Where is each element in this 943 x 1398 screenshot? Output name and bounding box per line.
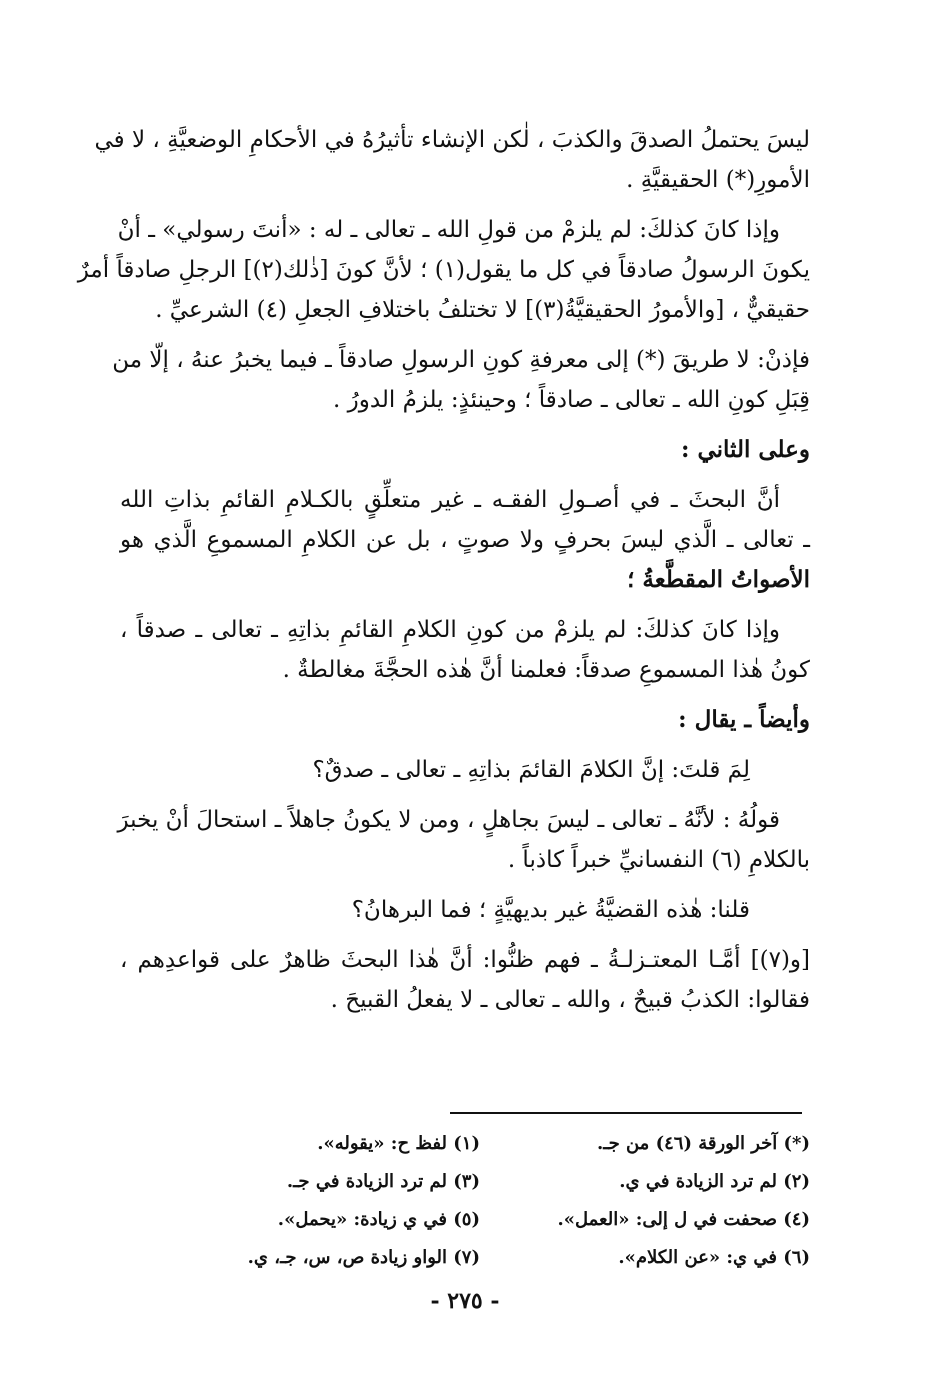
text-line: فقالوا: الكذبُ قبيحٌ ، والله ـ تعالى ـ لا يفعلُ القبيحَ . [330, 987, 810, 1013]
footnote-row [150, 1125, 810, 1163]
main-text [77, 120, 810, 1020]
footnotes [150, 1125, 810, 1277]
footnote-divider [450, 1112, 802, 1114]
text-line: أنَّ البحثَ ـ في أصـولِ الفقـه ـ غير متعلِّقٍ بالكـلامِ القائمِ بذاتِ الله [120, 487, 780, 513]
text-line: حقيقيٌّ ، [والأمورُ الحقيقيَّةُ(٣)] لا تختلفُ باختلافِ الجعلِ (٤) الشرعيِّ . [155, 297, 810, 323]
footnote: (٢) لم ترد الزيادة في ي. [619, 1171, 810, 1192]
footnote: (٤) صحفت في ل إلى: «العمل». [557, 1209, 810, 1230]
text-line: وإذا كانَ كذلكَ: لم يلزمْ من قولِ الله ـ تعالى ـ له : «أنتَ رسولي» ـ أنْ [117, 217, 780, 243]
text-line: فإذنْ: لا طريقَ (*) إلى معرفةِ كونِ الرسولِ صادقاً ـ فيما يخبرُ عنهُ ، إلّا من [112, 347, 810, 373]
text-line: لیسَ یحتملُ الصدقَ والكذبَ ، لٰكن الإنشاء تأثيرُهُ في الأحكامِ الوضعيَّةِ ، لا في [94, 127, 810, 153]
text-line: ـ تعالى ـ الَّذي ليسَ بحرفٍ ولا صوتٍ ، بل عن الكلامِ المسموعِ الَّذي هو [120, 527, 810, 553]
page-number: - ٢٧٥ - [430, 1288, 500, 1314]
text-line: قولُهُ : لأنَّهُ ـ تعالى ـ ليسَ بجاهلٍ ، ومن لا يكونُ جاهلاً ـ استحالَ أنْ يخبرَ [117, 807, 780, 833]
footnote-row [150, 1163, 810, 1201]
text-line: قلنا: هٰذه القضيَّةُ غير بديهيَّةٍ ؛ فما البرهانُ؟ [351, 897, 750, 923]
footnote: (٧) الواو زيادة ص، س، جـ، ي. [247, 1247, 480, 1268]
text-line: يكونَ الرسولُ صادقاً في كل ما يقول(١) ؛ لأنَّ كونَ [ذٰلك(٢)] الرجلِ صادقاً أمرٌ [77, 257, 810, 283]
footnote-row [150, 1239, 810, 1277]
text-line: كونُ هٰذا المسموعِ صدقاً: فعلمنا أنَّ هٰذه الحجَّةَ مغالطةٌ . [282, 657, 810, 683]
text-line: الأمورِ(*) الحقيقيَّةِ . [626, 167, 810, 193]
footnote: (*) آخر الورقة (٤٦) من جـ. [597, 1133, 810, 1154]
footnote: (٦) في ي: «عن الكلام». [618, 1247, 810, 1268]
section-heading: وعلى الثاني : [680, 436, 810, 463]
text-line: بالكلامِ (٦) النفسانيِّ خبراً كاذباً . [507, 847, 810, 873]
text-line: الأصواتُ المقطَّعةُ ؛ [627, 566, 810, 593]
text-line: وإذا كانَ كذلكَ: لم يلزمْ من كونِ الكلامِ القائمِ بذاتِهِ ـ تعالى ـ صدقاً ، [120, 617, 780, 643]
footnote: (٣) لم ترد الزيادة في جـ. [286, 1171, 480, 1192]
text-line: [و(٧)] أمَّـا المعتـزلـةُ ـ فهم ظنُّوا: أنَّ هٰذا البحثَ ظاهرٌ على قواعدِهم ، [120, 947, 810, 973]
footnote: (١) لفظ ح: «يقوله». [317, 1133, 480, 1154]
text-line: لِمَ قلتَ: إنَّ الكلامَ القائمَ بذاتِهِ ـ تعالى ـ صدقٌ؟ [312, 757, 750, 783]
section-heading: وأيضاً ـ يقال : [678, 706, 810, 733]
footnote-row [150, 1201, 810, 1239]
text-line: قِبَلِ كونِ الله ـ تعالى ـ صادقاً ؛ وحينئذٍ: يلزمُ الدورُ . [332, 387, 810, 413]
footnote: (٥) في ي زيادة: «يحمل». [277, 1209, 480, 1230]
